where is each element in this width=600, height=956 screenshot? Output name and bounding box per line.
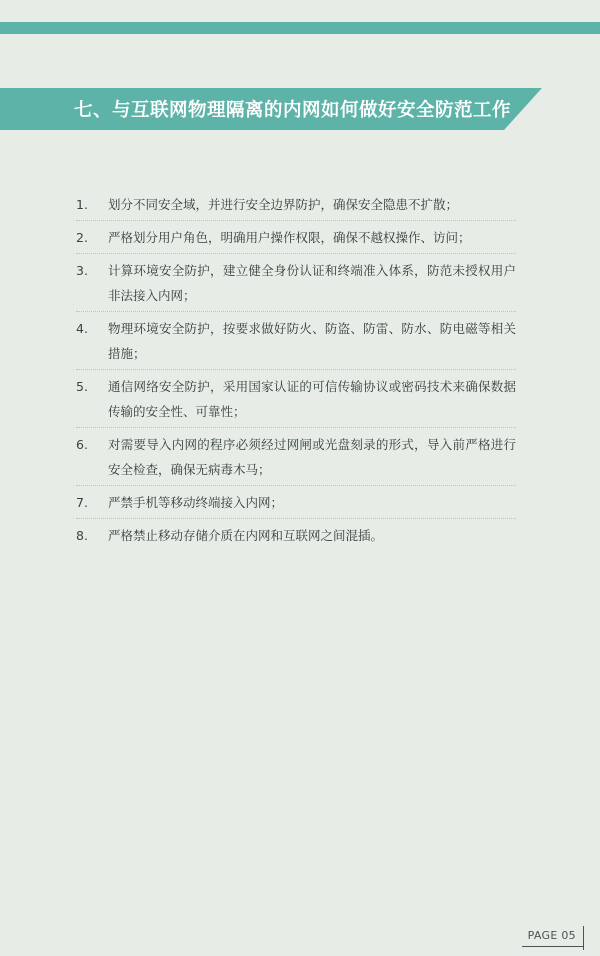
page-number: PAGE 05 [527,929,576,942]
measures-list [76,192,516,548]
list-divider [76,518,516,519]
footer-rule-horizontal [522,946,584,947]
list-item-number: 1. [76,197,88,212]
list-item-text: 划分不同安全域，并进行安全边界防护，确保安全隐患不扩散； [108,197,459,212]
list-divider [76,311,516,312]
list-item-text: 通信网络安全防护，采用国家认证的可信传输协议或密码技术来确保数据传输的安全性、可靠性； [108,379,516,419]
list-item [76,432,516,482]
list-item [76,523,516,548]
list-item [76,490,516,515]
list-divider [76,220,516,221]
list-item [76,258,516,308]
list-item-number: 8. [76,528,88,543]
list-item-text: 计算环境安全防护，建立健全身份认证和终端准入体系，防范未授权用户非法接入内网； [108,263,516,303]
list-divider [76,427,516,428]
list-item-number: 7. [76,495,88,510]
title-banner [0,88,600,130]
page-footer [522,926,592,950]
page-title: 七、与互联网物理隔离的内网如何做好安全防范工作 [74,100,512,121]
list-item-number: 5. [76,379,88,394]
list-divider [76,485,516,486]
list-item-number: 3. [76,263,88,278]
list-item-number: 4. [76,321,88,336]
list-divider [76,253,516,254]
top-accent-band [0,22,600,34]
footer-rule-vertical [583,926,584,950]
list-item-text: 严格禁止移动存储介质在内网和互联网之间混插。 [108,528,384,543]
list-item-text: 严格划分用户角色，明确用户操作权限，确保不越权操作、访问； [108,230,471,245]
list-item [76,374,516,424]
list-item-text: 对需要导入内网的程序必须经过网闸或光盘刻录的形式，导入前严格进行安全检查，确保无病毒木马； [108,437,516,477]
list-item-number: 2. [76,230,88,245]
list-item [76,192,516,217]
list-item-text: 严禁手机等移动终端接入内网； [108,495,284,510]
list-divider [76,369,516,370]
list-item [76,225,516,250]
list-item-number: 6. [76,437,88,452]
list-item [76,316,516,366]
list-item-text: 物理环境安全防护，按要求做好防火、防盗、防雷、防水、防电磁等相关措施； [108,321,516,361]
